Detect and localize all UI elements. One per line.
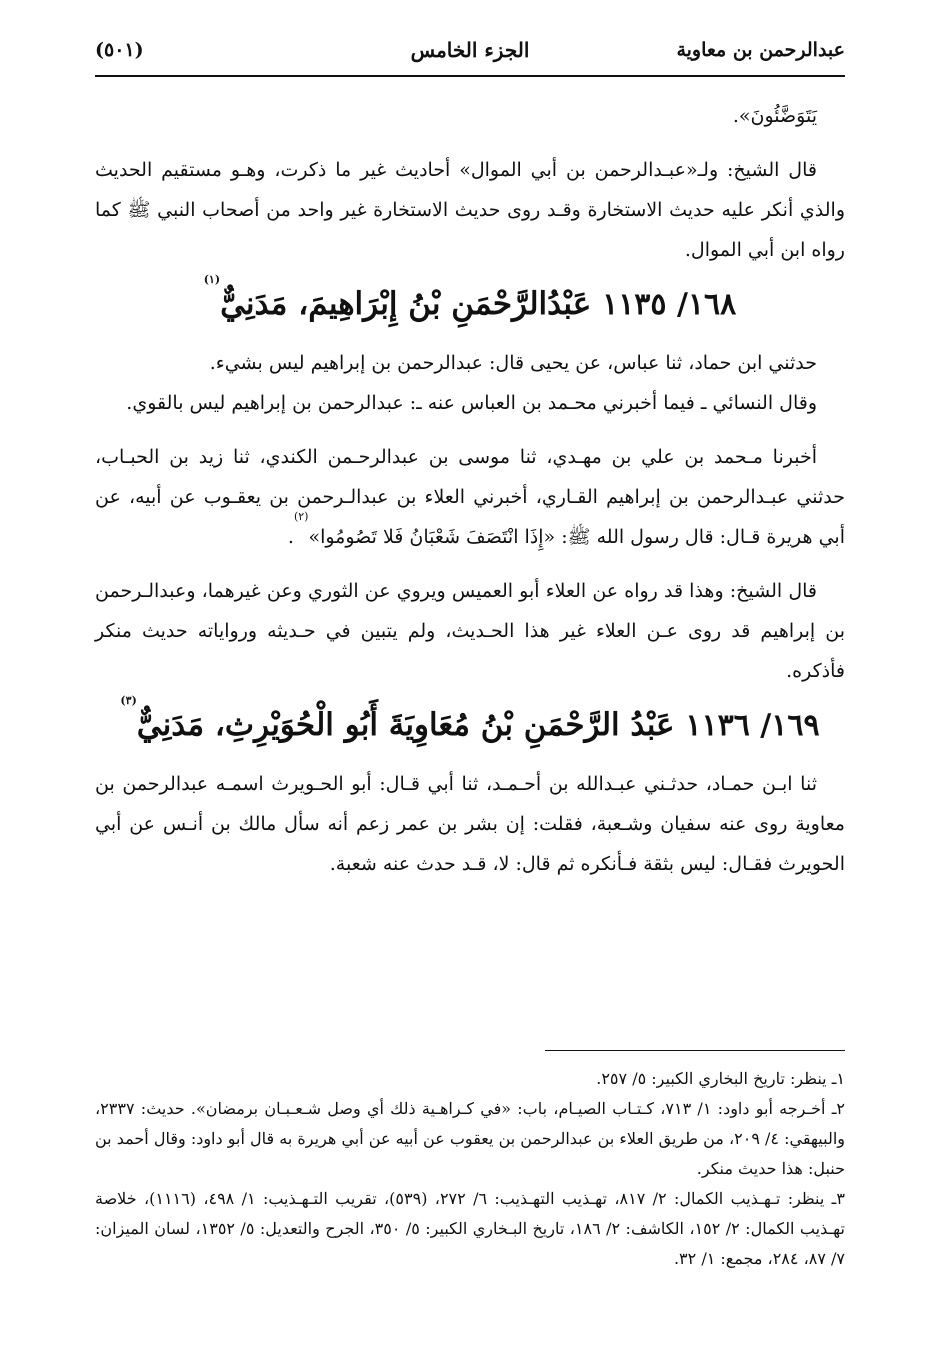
- paragraph: [95, 437, 845, 557]
- paragraph: حدثني ابن حماد، ثنا عباس، عن يحيى قال: عبدالرحمن بن إبراهيم ليس بشيء.: [209, 352, 817, 374]
- paragraph: يَتَوَضَّئُونَ».: [732, 105, 817, 127]
- page-number: (٥٠١): [95, 39, 144, 61]
- paragraph: ثنا ابـن حمـاد، حدثـني عبـدالله بن أحـمـد، ثنا أبي قـال: أبو الحـويرث اسمـه عبدالرحمن بن معاوية روى عنه سفيان وشـعبة، فقلت: إن بشر بن عمر زعم أنه سأل مالك بن أنـس عن أبي الحويرث فقـال: ليس بثقة فـأنكره ثم قال: لا، قـد حدث عنه شعبة.: [95, 773, 845, 875]
- entry-name: عَبْدُ الرَّحْمَنِ بْنُ مُعَاوِيَةَ أَبُو الْحُوَيْرِثِ، مَدَنِيٌّ: [136, 707, 675, 743]
- header-title: عبدالرحمن بن معاوية: [676, 39, 845, 61]
- footnote: ٣ـ ينظر: تـهـذيب الكمال: ٢/ ٨١٧، تهـذيب التهـذيب: ٦/ ٢٧٢، (٥٣٩)، تقريب التـهـذيب: ١/ ٤٩٨، (١١١٦)، خلاصة تهـذيب الكمال: ٢/ ١٥٢، الكاشف: ٢/ ١٨٦، تاريخ البـخاري الكبير: ٥/ ٣٥٠، الجرح والتعديل: ٥/ ١٣٥٢، لسان الميزان: ٧/ ٨٧، ٢٨٤، مجمع: ١/ ٣٢.: [95, 1189, 845, 1268]
- footnote-rule: [545, 1050, 845, 1051]
- header-rule: [95, 75, 845, 77]
- entry-number: ١٦٩/ ١١٣٦: [685, 708, 820, 743]
- main-text: [95, 96, 845, 884]
- footnote-ref: (٣): [120, 694, 137, 707]
- punctuation: .: [287, 526, 294, 548]
- entry-heading: [95, 273, 845, 329]
- paragraph: قال الشيخ: وهذا قد رواه عن العلاء أبو العميس ويروي عن الثوري وعن غيرهما، وعبدالـرحمن بن إبراهيم قد روى عـن العلاء غير هذا الحـديث، ولم يتبين في حـديثه ورواياته حديث منكر فأذكره.: [95, 580, 845, 682]
- footnote: ٢ـ أخـرجه أبو داود: ١/ ٧١٣، كـتـاب الصيـام، باب: «في كـراهـية ذلك أي وصل شـعـبـان برمضان». حديث: ٢٣٣٧، والبيهقي: ٤/ ٢٠٩، من طريق العلاء بن عبدالرحمن بن يعقوب عن أبيه عن أبي هريرة به قال أبو داود: وقال أحمد بن حنبل: هذا حديث منكر.: [95, 1099, 846, 1178]
- hadith-text: أخبرنا مـحمد بن علي بن مهـدي، ثنا موسى بن عبدالرحـمن الكندي، ثنا زيد بن الحبـاب، حدثني عبـدالرحمن بن إبراهيم القـاري، أخبرني العلاء بن عبدالـرحمن بن يعقـوب عن أبيه، عن أبي هريرة قـال: قال رسول الله ﷺ: «إِذَا انْتَصَفَ شَعْبَانُ فَلا تَصُومُوا»: [95, 446, 845, 548]
- running-header: [95, 30, 845, 70]
- footnotes: [95, 1064, 845, 1274]
- footnote: ١ـ ينظر: تاريخ البخاري الكبير: ٥/ ٢٥٧.: [596, 1069, 845, 1088]
- footnote-ref: (١): [203, 273, 221, 286]
- entry-name: عَبْدُالرَّحْمَنِ بْنُ إِبْرَاهِيمَ، مَدَنِيٌّ: [220, 286, 592, 322]
- entry-number: ١٦٨/ ١١٣٥: [602, 287, 737, 322]
- paragraph: قال الشيخ: ولـ«عبـدالرحمن بن أبي الموال» أحاديث غير ما ذكرت، وهـو مستقيم الحديث والذي أنكر عليه حديث الاستخارة وقـد روى حديث الاستخارة غير واحد من أصحاب النبي ﷺ كما رواه ابن أبي الموال.: [95, 159, 845, 261]
- footnote-ref: (٢): [293, 510, 309, 523]
- paragraph: وقال النسائي ـ فيما أخبرني محـمد بن العباس عنه ـ: عبدالرحمن بن إبراهيم ليس بالقوي.: [126, 392, 817, 414]
- header-volume: الجزء الخامس: [410, 38, 530, 62]
- entry-heading: [95, 694, 845, 750]
